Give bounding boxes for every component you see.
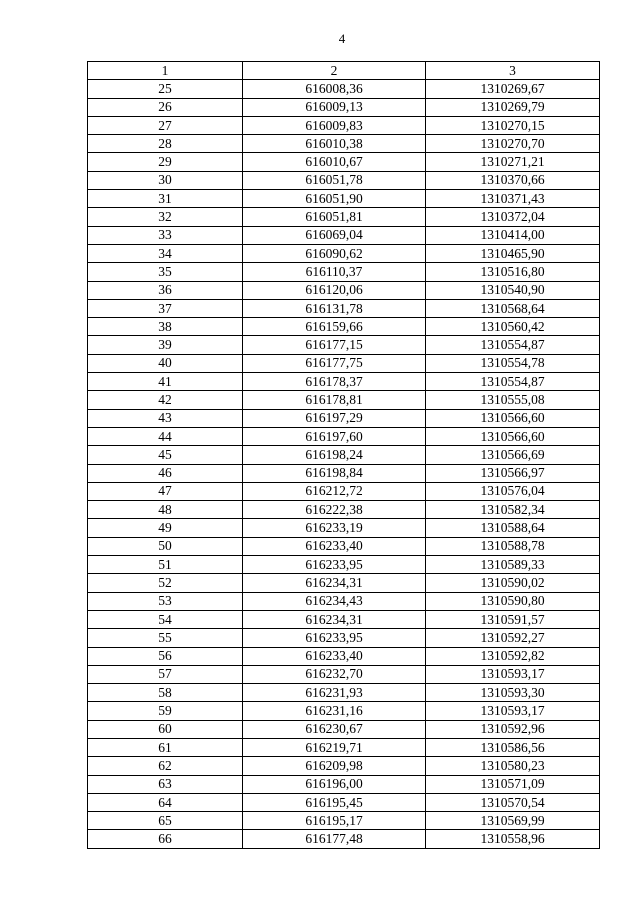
header-cell-2: 2 [243, 62, 426, 80]
table-body [88, 80, 600, 848]
table-row [88, 501, 600, 519]
y-coordinate-cell: 1310588,78 [426, 537, 600, 555]
point-number-cell: 29 [88, 153, 243, 171]
y-coordinate-cell: 1310558,96 [426, 830, 600, 848]
table-row [88, 226, 600, 244]
x-coordinate-cell: 616178,81 [243, 391, 426, 409]
header-cell-3: 3 [426, 62, 600, 80]
point-number-cell: 59 [88, 702, 243, 720]
point-number-cell: 53 [88, 592, 243, 610]
table-row [88, 519, 600, 537]
point-number-cell: 60 [88, 720, 243, 738]
table-header [88, 62, 600, 80]
table-row [88, 684, 600, 702]
x-coordinate-cell: 616231,93 [243, 684, 426, 702]
y-coordinate-cell: 1310269,79 [426, 98, 600, 116]
table-row [88, 482, 600, 500]
x-coordinate-cell: 616010,38 [243, 135, 426, 153]
point-number-cell: 55 [88, 629, 243, 647]
x-coordinate-cell: 616090,62 [243, 244, 426, 262]
table-row [88, 373, 600, 391]
y-coordinate-cell: 1310593,30 [426, 684, 600, 702]
table-row [88, 812, 600, 830]
table-row [88, 190, 600, 208]
page-number: 4 [338, 31, 346, 46]
point-number-cell: 25 [88, 80, 243, 98]
header-cell-1: 1 [88, 62, 243, 80]
x-coordinate-cell: 616234,43 [243, 592, 426, 610]
table-row [88, 702, 600, 720]
y-coordinate-cell: 1310465,90 [426, 244, 600, 262]
x-coordinate-cell: 616233,40 [243, 647, 426, 665]
point-number-cell: 27 [88, 116, 243, 134]
table-row [88, 391, 600, 409]
point-number-cell: 58 [88, 684, 243, 702]
table-row [88, 464, 600, 482]
y-coordinate-cell: 1310269,67 [426, 80, 600, 98]
x-coordinate-cell: 616233,95 [243, 556, 426, 574]
table-row [88, 610, 600, 628]
point-number-cell: 33 [88, 226, 243, 244]
x-coordinate-cell: 616233,19 [243, 519, 426, 537]
y-coordinate-cell: 1310590,02 [426, 574, 600, 592]
table-row [88, 793, 600, 811]
point-number-cell: 31 [88, 190, 243, 208]
point-number-cell: 61 [88, 738, 243, 756]
x-coordinate-cell: 616233,95 [243, 629, 426, 647]
y-coordinate-cell: 1310570,54 [426, 793, 600, 811]
point-number-cell: 41 [88, 373, 243, 391]
y-coordinate-cell: 1310593,17 [426, 702, 600, 720]
point-number-cell: 34 [88, 244, 243, 262]
x-coordinate-cell: 616195,17 [243, 812, 426, 830]
y-coordinate-cell: 1310414,00 [426, 226, 600, 244]
y-coordinate-cell: 1310569,99 [426, 812, 600, 830]
y-coordinate-cell: 1310571,09 [426, 775, 600, 793]
x-coordinate-cell: 616159,66 [243, 318, 426, 336]
table-row [88, 80, 600, 98]
point-number-cell: 42 [88, 391, 243, 409]
y-coordinate-cell: 1310591,57 [426, 610, 600, 628]
y-coordinate-cell: 1310554,78 [426, 354, 600, 372]
y-coordinate-cell: 1310566,60 [426, 409, 600, 427]
x-coordinate-cell: 616197,29 [243, 409, 426, 427]
y-coordinate-cell: 1310271,21 [426, 153, 600, 171]
x-coordinate-cell: 616177,75 [243, 354, 426, 372]
point-number-cell: 51 [88, 556, 243, 574]
point-number-cell: 36 [88, 281, 243, 299]
x-coordinate-cell: 616209,98 [243, 757, 426, 775]
y-coordinate-cell: 1310592,27 [426, 629, 600, 647]
coordinates-table [87, 61, 600, 849]
table-row [88, 171, 600, 189]
x-coordinate-cell: 616177,15 [243, 336, 426, 354]
x-coordinate-cell: 616197,60 [243, 427, 426, 445]
y-coordinate-cell: 1310270,70 [426, 135, 600, 153]
point-number-cell: 46 [88, 464, 243, 482]
x-coordinate-cell: 616051,90 [243, 190, 426, 208]
table-row [88, 775, 600, 793]
table-row [88, 556, 600, 574]
x-coordinate-cell: 616198,24 [243, 446, 426, 464]
table-row [88, 318, 600, 336]
point-number-cell: 65 [88, 812, 243, 830]
y-coordinate-cell: 1310566,60 [426, 427, 600, 445]
table-row [88, 446, 600, 464]
y-coordinate-cell: 1310554,87 [426, 336, 600, 354]
table-row [88, 299, 600, 317]
table-row [88, 738, 600, 756]
table-row [88, 647, 600, 665]
y-coordinate-cell: 1310580,23 [426, 757, 600, 775]
y-coordinate-cell: 1310270,15 [426, 116, 600, 134]
table-row [88, 354, 600, 372]
point-number-cell: 47 [88, 482, 243, 500]
x-coordinate-cell: 616177,48 [243, 830, 426, 848]
x-coordinate-cell: 616195,45 [243, 793, 426, 811]
point-number-cell: 28 [88, 135, 243, 153]
x-coordinate-cell: 616231,16 [243, 702, 426, 720]
table-row [88, 153, 600, 171]
point-number-cell: 50 [88, 537, 243, 555]
x-coordinate-cell: 616069,04 [243, 226, 426, 244]
y-coordinate-cell: 1310588,64 [426, 519, 600, 537]
x-coordinate-cell: 616009,13 [243, 98, 426, 116]
x-coordinate-cell: 616234,31 [243, 610, 426, 628]
y-coordinate-cell: 1310566,97 [426, 464, 600, 482]
y-coordinate-cell: 1310593,17 [426, 665, 600, 683]
table-row [88, 263, 600, 281]
point-number-cell: 37 [88, 299, 243, 317]
point-number-cell: 52 [88, 574, 243, 592]
y-coordinate-cell: 1310560,42 [426, 318, 600, 336]
x-coordinate-cell: 616120,06 [243, 281, 426, 299]
point-number-cell: 54 [88, 610, 243, 628]
point-number-cell: 38 [88, 318, 243, 336]
y-coordinate-cell: 1310590,80 [426, 592, 600, 610]
point-number-cell: 57 [88, 665, 243, 683]
table-row [88, 208, 600, 226]
point-number-cell: 43 [88, 409, 243, 427]
x-coordinate-cell: 616009,83 [243, 116, 426, 134]
x-coordinate-cell: 616178,37 [243, 373, 426, 391]
y-coordinate-cell: 1310582,34 [426, 501, 600, 519]
header-row [88, 62, 600, 80]
table-row [88, 135, 600, 153]
y-coordinate-cell: 1310592,96 [426, 720, 600, 738]
y-coordinate-cell: 1310568,64 [426, 299, 600, 317]
point-number-cell: 45 [88, 446, 243, 464]
y-coordinate-cell: 1310372,04 [426, 208, 600, 226]
y-coordinate-cell: 1310371,43 [426, 190, 600, 208]
table-row [88, 720, 600, 738]
y-coordinate-cell: 1310589,33 [426, 556, 600, 574]
point-number-cell: 48 [88, 501, 243, 519]
y-coordinate-cell: 1310586,56 [426, 738, 600, 756]
point-number-cell: 40 [88, 354, 243, 372]
table-row [88, 98, 600, 116]
y-coordinate-cell: 1310554,87 [426, 373, 600, 391]
y-coordinate-cell: 1310576,04 [426, 482, 600, 500]
y-coordinate-cell: 1310592,82 [426, 647, 600, 665]
table-row [88, 830, 600, 848]
x-coordinate-cell: 616110,37 [243, 263, 426, 281]
y-coordinate-cell: 1310555,08 [426, 391, 600, 409]
table-row [88, 757, 600, 775]
x-coordinate-cell: 616222,38 [243, 501, 426, 519]
y-coordinate-cell: 1310370,66 [426, 171, 600, 189]
x-coordinate-cell: 616230,67 [243, 720, 426, 738]
x-coordinate-cell: 616051,78 [243, 171, 426, 189]
y-coordinate-cell: 1310516,80 [426, 263, 600, 281]
table-row [88, 629, 600, 647]
point-number-cell: 32 [88, 208, 243, 226]
x-coordinate-cell: 616219,71 [243, 738, 426, 756]
table-row [88, 116, 600, 134]
table-row [88, 409, 600, 427]
x-coordinate-cell: 616212,72 [243, 482, 426, 500]
x-coordinate-cell: 616198,84 [243, 464, 426, 482]
point-number-cell: 63 [88, 775, 243, 793]
table-row [88, 537, 600, 555]
point-number-cell: 44 [88, 427, 243, 445]
point-number-cell: 35 [88, 263, 243, 281]
x-coordinate-cell: 616232,70 [243, 665, 426, 683]
point-number-cell: 64 [88, 793, 243, 811]
x-coordinate-cell: 616196,00 [243, 775, 426, 793]
table-row [88, 281, 600, 299]
table-row [88, 574, 600, 592]
y-coordinate-cell: 1310540,90 [426, 281, 600, 299]
table-row [88, 336, 600, 354]
table-row [88, 427, 600, 445]
y-coordinate-cell: 1310566,69 [426, 446, 600, 464]
x-coordinate-cell: 616233,40 [243, 537, 426, 555]
x-coordinate-cell: 616051,81 [243, 208, 426, 226]
point-number-cell: 26 [88, 98, 243, 116]
point-number-cell: 49 [88, 519, 243, 537]
x-coordinate-cell: 616008,36 [243, 80, 426, 98]
point-number-cell: 66 [88, 830, 243, 848]
point-number-cell: 62 [88, 757, 243, 775]
point-number-cell: 56 [88, 647, 243, 665]
point-number-cell: 39 [88, 336, 243, 354]
table-row [88, 244, 600, 262]
x-coordinate-cell: 616131,78 [243, 299, 426, 317]
table-row [88, 665, 600, 683]
x-coordinate-cell: 616010,67 [243, 153, 426, 171]
x-coordinate-cell: 616234,31 [243, 574, 426, 592]
point-number-cell: 30 [88, 171, 243, 189]
table-row [88, 592, 600, 610]
